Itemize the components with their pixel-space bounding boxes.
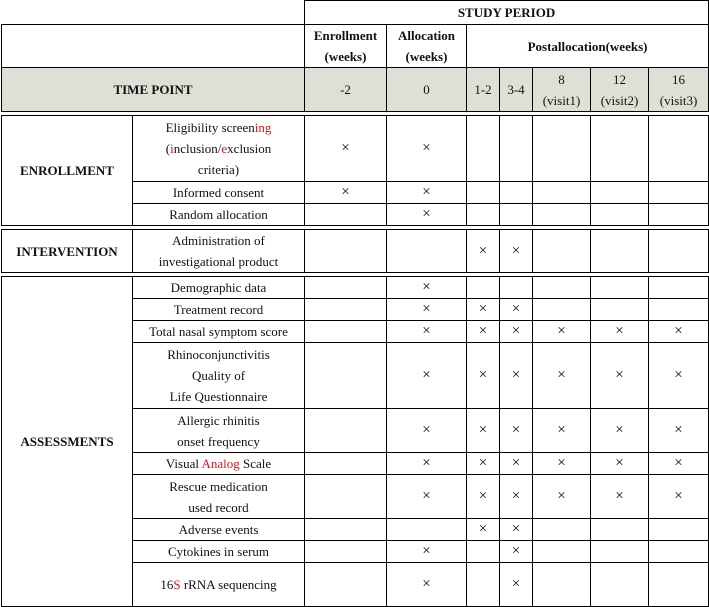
mark: × (533, 321, 591, 343)
mark: × (533, 475, 591, 519)
section-enrollment: ENROLLMENT (2, 116, 133, 226)
row-label-administration: Administration of investigational product (133, 230, 305, 273)
mark: × (467, 409, 500, 453)
mark: × (649, 409, 709, 453)
study-schedule-table (1, 0, 709, 607)
mark: × (387, 116, 467, 182)
mark: × (591, 409, 649, 453)
section-intervention: INTERVENTION (2, 230, 133, 273)
mark: × (533, 453, 591, 475)
mark: × (591, 343, 649, 409)
row-label-eligibility: Eligibility screening (inclusion/exclusion criteria) (133, 116, 305, 182)
row-label-vas: Visual Analog Scale (133, 453, 305, 475)
mark: × (649, 475, 709, 519)
row-label-tnss: Total nasal symptom score (133, 321, 305, 343)
mark: × (591, 321, 649, 343)
mark: × (500, 343, 533, 409)
mark: × (533, 409, 591, 453)
timepoint-12: 12 (visit2) (591, 68, 649, 112)
time-point-label: TIME POINT (2, 68, 305, 112)
mark: × (387, 343, 467, 409)
mark: × (387, 299, 467, 321)
mark: × (467, 230, 500, 273)
mark: × (500, 519, 533, 541)
mark: × (500, 563, 533, 607)
mark: × (467, 453, 500, 475)
header-row-phases (2, 25, 709, 68)
table-row (2, 277, 709, 299)
blank-corner (2, 1, 305, 25)
row-label-16s-rrna: 16S rRNA sequencing (133, 563, 305, 607)
row-label-demographic: Demographic data (133, 277, 305, 299)
mark: × (387, 409, 467, 453)
mark: × (533, 343, 591, 409)
mark: × (591, 475, 649, 519)
mark: × (387, 321, 467, 343)
mark: × (387, 475, 467, 519)
mark: × (500, 409, 533, 453)
mark: × (467, 299, 500, 321)
mark: × (591, 453, 649, 475)
table-row (2, 230, 709, 273)
timepoint-3-4: 3-4 (500, 68, 533, 112)
table-row (2, 116, 709, 182)
mark: × (500, 299, 533, 321)
row-label-cytokines: Cytokines in serum (133, 541, 305, 563)
mark: × (467, 475, 500, 519)
blank-header-cell (2, 25, 305, 68)
row-label-consent: Informed consent (133, 182, 305, 204)
timepoint-minus2: -2 (305, 68, 387, 112)
mark: × (305, 116, 387, 182)
mark: × (500, 321, 533, 343)
mark: × (500, 475, 533, 519)
timepoint-0: 0 (387, 68, 467, 112)
row-label-random-allocation: Random allocation (133, 204, 305, 226)
mark: × (467, 343, 500, 409)
mark: × (649, 321, 709, 343)
mark: × (387, 182, 467, 204)
section-assessments: ASSESSMENTS (2, 277, 133, 607)
timepoint-1-2: 1-2 (467, 68, 500, 112)
mark: × (500, 541, 533, 563)
mark: × (649, 453, 709, 475)
mark: × (387, 541, 467, 563)
mark: × (467, 519, 500, 541)
mark: × (387, 204, 467, 226)
timepoint-8: 8 (visit1) (533, 68, 591, 112)
allocation-weeks-header: Allocation (weeks) (387, 25, 467, 68)
mark: × (500, 453, 533, 475)
postallocation-header: Postallocation(weeks) (467, 25, 709, 68)
time-point-row (2, 68, 709, 112)
study-period-header: STUDY PERIOD (305, 1, 709, 25)
mark: × (649, 343, 709, 409)
mark: × (500, 230, 533, 273)
row-label-rqlq: Rhinoconjunctivitis Quality of Life Questionnaire (133, 343, 305, 409)
timepoint-16: 16 (visit3) (649, 68, 709, 112)
header-row-study-period (2, 1, 709, 25)
row-label-onset-frequency: Allergic rhinitis onset frequency (133, 409, 305, 453)
mark: × (467, 321, 500, 343)
row-label-adverse-events: Adverse events (133, 519, 305, 541)
row-label-treatment-record: Treatment record (133, 299, 305, 321)
row-label-rescue-medication: Rescue medication used record (133, 475, 305, 519)
mark: × (387, 277, 467, 299)
mark: × (305, 182, 387, 204)
mark: × (387, 453, 467, 475)
mark: × (387, 563, 467, 607)
enrollment-weeks-header: Enrollment (weeks) (305, 25, 387, 68)
